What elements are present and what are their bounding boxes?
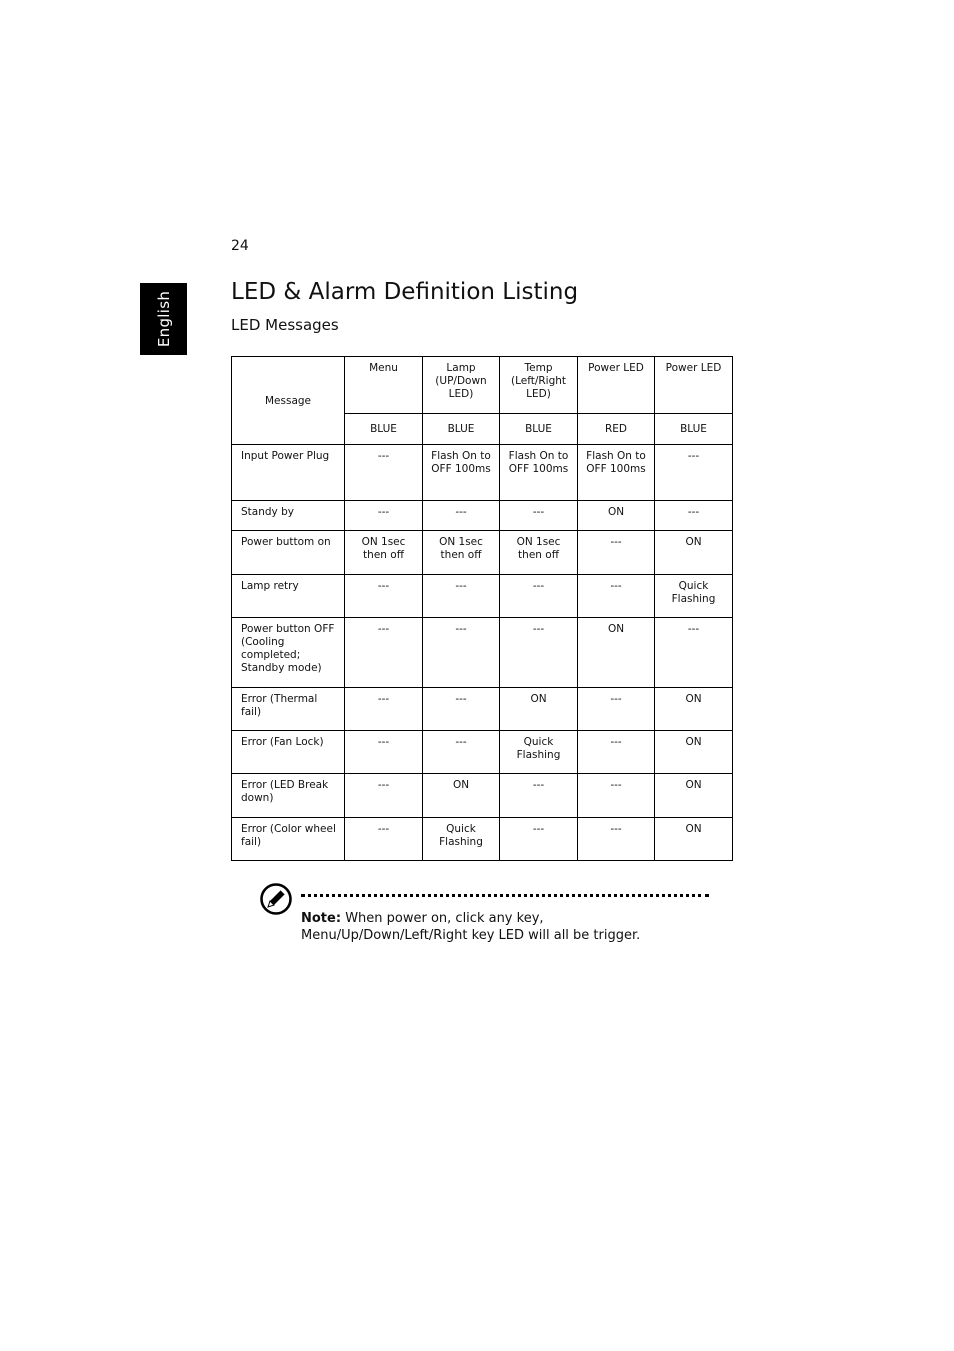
note-divider	[301, 894, 709, 897]
language-tab-label: English	[154, 290, 173, 348]
table-cell: ---	[578, 818, 655, 861]
column-color-power-led-red: RED	[578, 414, 655, 445]
section-title: LED Messages	[231, 316, 339, 334]
table-cell: ON 1sec then off	[500, 531, 578, 575]
table-cell: ON	[655, 688, 733, 731]
table-cell: ---	[578, 575, 655, 618]
table-cell: Flash On to OFF 100ms	[423, 445, 500, 501]
column-color-lamp: BLUE	[423, 414, 500, 445]
note-label: Note:	[301, 911, 342, 926]
table-cell: ---	[345, 575, 423, 618]
table-cell: Flash On to OFF 100ms	[578, 445, 655, 501]
table-cell: Quick Flashing	[423, 818, 500, 861]
table-cell: ---	[345, 688, 423, 731]
table-cell: ---	[578, 774, 655, 818]
table-header-row	[232, 357, 733, 414]
table-row	[232, 445, 733, 501]
table-cell: ON	[500, 688, 578, 731]
row-message: Error (Thermal fail)	[232, 688, 345, 731]
table-cell: ---	[578, 731, 655, 774]
table-cell: ---	[423, 618, 500, 688]
note-icon	[259, 882, 293, 916]
table-row	[232, 618, 733, 688]
table-cell: ---	[423, 688, 500, 731]
column-color-temp: BLUE	[500, 414, 578, 445]
table-row	[232, 575, 733, 618]
table-cell: ---	[345, 445, 423, 501]
table-cell: ---	[500, 774, 578, 818]
column-header-power-led-red: Power LED	[578, 357, 655, 414]
table-cell: ON 1sec then off	[345, 531, 423, 575]
row-message: Lamp retry	[232, 575, 345, 618]
row-message: Power buttom on	[232, 531, 345, 575]
table-cell: ---	[345, 731, 423, 774]
table-cell: ---	[500, 575, 578, 618]
table-cell: ON	[655, 818, 733, 861]
table-cell: ---	[655, 501, 733, 531]
table-cell: ---	[578, 688, 655, 731]
page-title: LED & Alarm Definition Listing	[231, 279, 579, 305]
table-cell: ---	[345, 618, 423, 688]
table-cell: Flash On to OFF 100ms	[500, 445, 578, 501]
row-message: Error (Fan Lock)	[232, 731, 345, 774]
table-cell: Quick Flashing	[500, 731, 578, 774]
language-tab	[140, 283, 187, 355]
row-message: Input Power Plug	[232, 445, 345, 501]
row-message: Error (LED Break down)	[232, 774, 345, 818]
row-message: Power button OFF (Cooling completed; Standby mode)	[232, 618, 345, 688]
page-number: 24	[231, 238, 249, 254]
table-cell: Quick Flashing	[655, 575, 733, 618]
table-cell: ---	[345, 774, 423, 818]
note-text	[301, 910, 701, 944]
table-row	[232, 731, 733, 774]
table-cell: ---	[345, 501, 423, 531]
led-messages-table	[231, 356, 733, 861]
table-cell: ---	[423, 501, 500, 531]
table-cell: ---	[423, 575, 500, 618]
table-cell: ---	[578, 531, 655, 575]
column-color-menu: BLUE	[345, 414, 423, 445]
table-cell: ON	[655, 774, 733, 818]
column-header-power-led-blue: Power LED	[655, 357, 733, 414]
note-body: When power on, click any key, Menu/Up/Down/Left/Right key LED will all be trigger.	[301, 911, 641, 943]
table-cell: ON	[578, 618, 655, 688]
row-message: Standy by	[232, 501, 345, 531]
table-cell: ---	[500, 818, 578, 861]
table-cell: ---	[655, 618, 733, 688]
table-cell: ON 1sec then off	[423, 531, 500, 575]
column-header-message: Message	[232, 357, 345, 445]
table-cell: ---	[423, 731, 500, 774]
row-message: Error (Color wheel fail)	[232, 818, 345, 861]
table-cell: ---	[500, 501, 578, 531]
table-row	[232, 818, 733, 861]
column-header-menu: Menu	[345, 357, 423, 414]
table-cell: ON	[655, 531, 733, 575]
table-cell: ---	[500, 618, 578, 688]
table-row	[232, 774, 733, 818]
table-cell: ON	[578, 501, 655, 531]
column-header-lamp: Lamp (UP/Down LED)	[423, 357, 500, 414]
table-cell: ---	[655, 445, 733, 501]
table-row	[232, 531, 733, 575]
table-cell: ON	[423, 774, 500, 818]
column-color-power-led-blue: BLUE	[655, 414, 733, 445]
table-row	[232, 688, 733, 731]
table-cell: ---	[345, 818, 423, 861]
table-cell: ON	[655, 731, 733, 774]
table-row	[232, 501, 733, 531]
column-header-temp: Temp (Left/Right LED)	[500, 357, 578, 414]
